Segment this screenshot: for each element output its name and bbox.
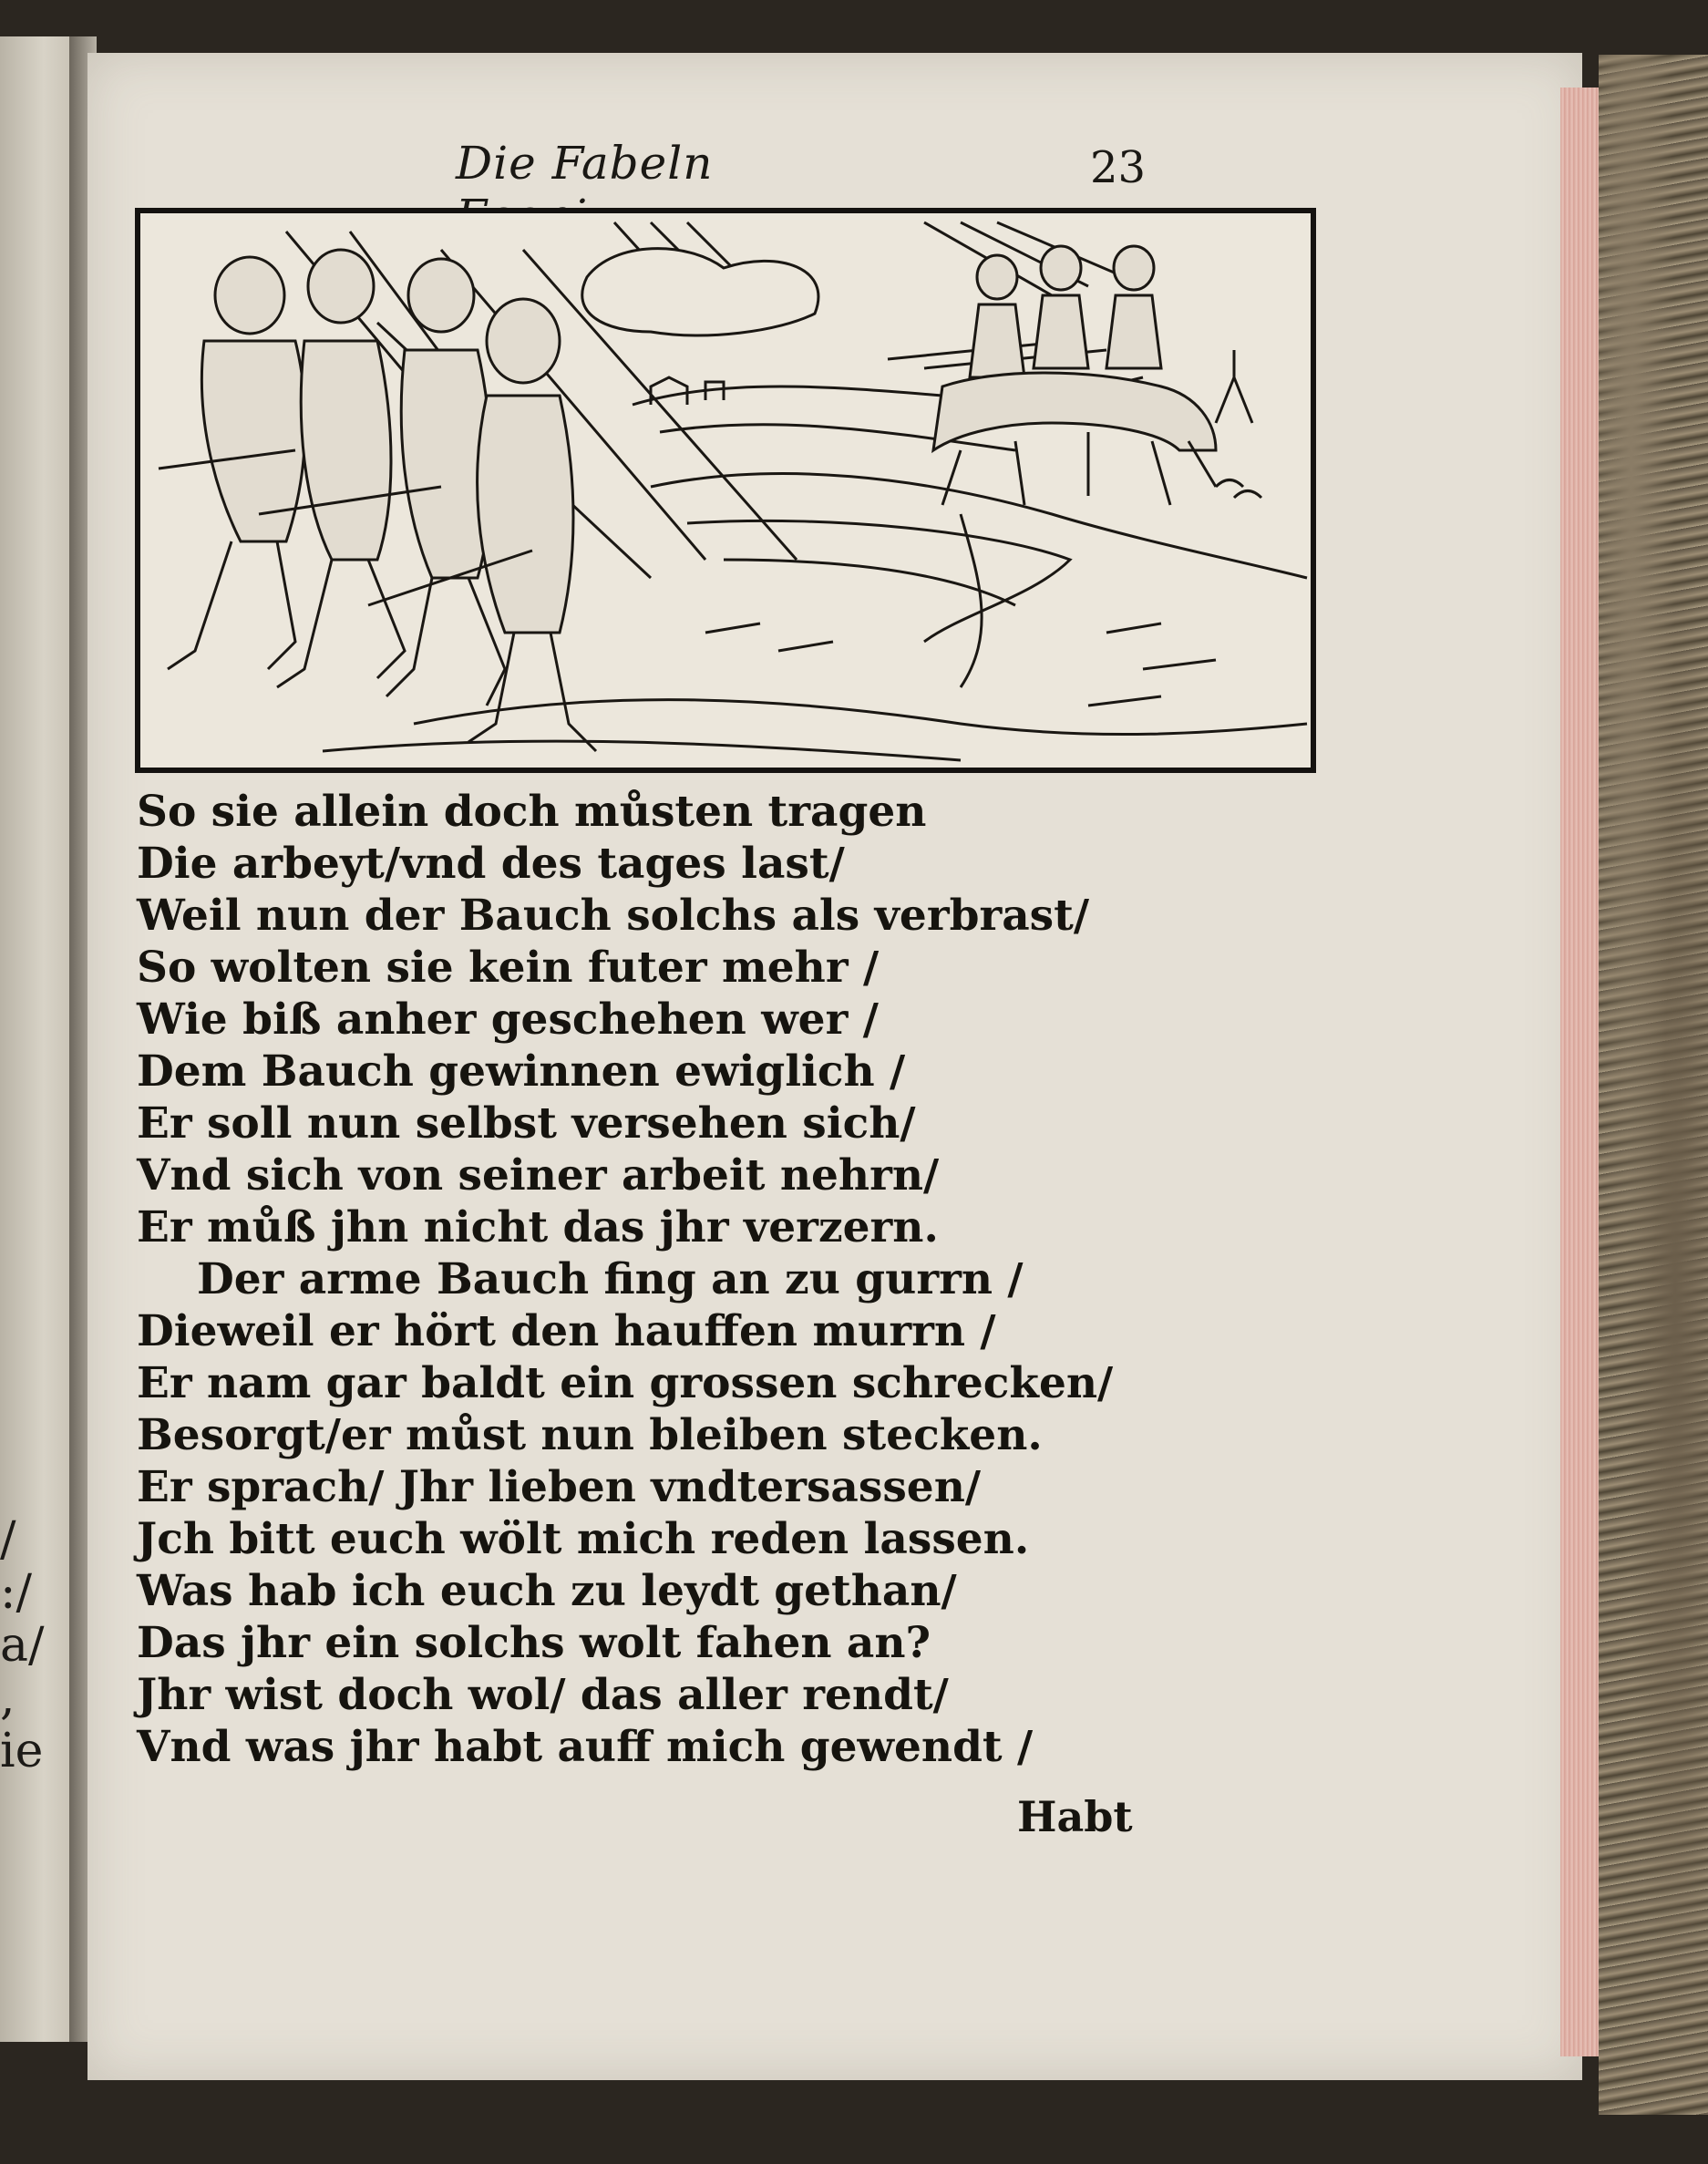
book-binding bbox=[1599, 55, 1708, 2115]
margin-mark: / bbox=[0, 1512, 16, 1567]
verse-line: Das jhr ein solchs wolt fahen an? bbox=[137, 1618, 931, 1668]
page-edges bbox=[1560, 88, 1599, 2056]
margin-mark: ie bbox=[0, 1724, 44, 1778]
verse-line: Er sprach/ Jhr lieben vndtersassen/ bbox=[137, 1462, 982, 1512]
woodcut-drawing bbox=[140, 213, 1311, 768]
margin-mark: :/ bbox=[0, 1565, 33, 1620]
catchword: Habt bbox=[1017, 1792, 1133, 1841]
verse-line: Wie biß anher geschehen wer / bbox=[137, 994, 879, 1045]
running-head: Die Fabeln bbox=[456, 137, 714, 190]
verse-line: Die arbeyt/vnd des tages last/ bbox=[137, 839, 845, 889]
verse-line: Was hab ich euch zu leydt gethan/ bbox=[137, 1566, 957, 1616]
verse-line: Besorgt/er můst nun bleiben stecken. bbox=[137, 1410, 1043, 1460]
verse-line: Jhr wist doch wol/ das aller rendt/ bbox=[137, 1670, 949, 1720]
verse-line: So wolten sie kein futer mehr / bbox=[137, 943, 880, 993]
left-page-margin-marks bbox=[0, 1512, 45, 1778]
verse-line: Jch bitt euch wölt mich reden lassen. bbox=[137, 1514, 1030, 1564]
verse-line: So sie allein doch můsten tragen bbox=[137, 787, 927, 837]
verse-line: Er soll nun selbst versehen sich/ bbox=[137, 1098, 916, 1149]
verse-line: Vnd was jhr habt auff mich gewendt / bbox=[137, 1722, 1034, 1772]
woodcut-illustration bbox=[135, 208, 1316, 773]
verse-text bbox=[137, 786, 1139, 1773]
page-number: 23 bbox=[1090, 142, 1147, 193]
margin-mark: a/ bbox=[0, 1618, 45, 1673]
margin-mark: , bbox=[0, 1671, 15, 1726]
verse-line: Dem Bauch gewinnen ewiglich / bbox=[137, 1046, 906, 1097]
verse-line: Vnd sich von seiner arbeit nehrn/ bbox=[137, 1150, 940, 1201]
verse-line: Er můß jhn nicht das jhr verzern. bbox=[137, 1202, 939, 1252]
verse-line: Dieweil er hört den hauffen murrn / bbox=[137, 1306, 996, 1356]
verse-line: Weil nun der Bauch solchs als verbrast/ bbox=[137, 891, 1089, 941]
verse-line: Der arme Bauch fing an zu gurrn / bbox=[197, 1254, 1024, 1304]
verse-line: Er nam gar baldt ein grossen schrecken/ bbox=[137, 1358, 1114, 1408]
